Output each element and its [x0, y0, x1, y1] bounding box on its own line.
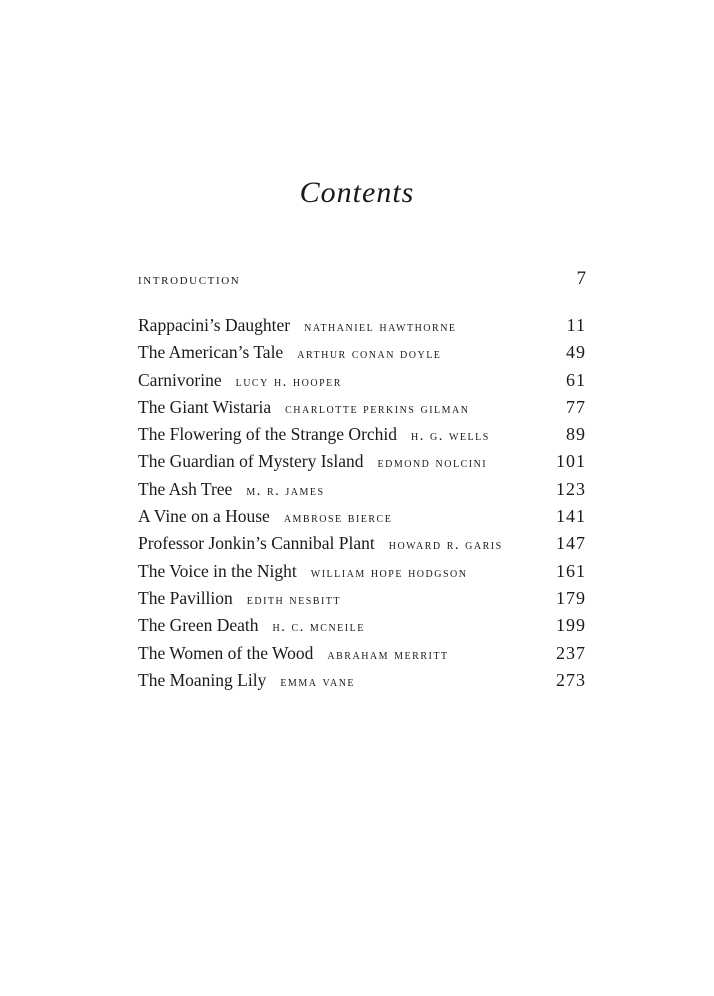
story-author: william hope hodgson: [310, 564, 468, 581]
story-author: howard r. garis: [388, 537, 503, 554]
page-number: 273: [556, 669, 586, 690]
toc-entry[interactable]: [138, 530, 586, 557]
page-number: 237: [556, 642, 586, 663]
story-author: abraham merritt: [327, 646, 449, 663]
toc-entry[interactable]: [138, 476, 586, 503]
toc-entry[interactable]: [138, 585, 586, 612]
story-title: The Giant Wistaria: [138, 396, 272, 417]
story-title: Carnivorine: [138, 369, 222, 390]
toc-entry[interactable]: [138, 612, 586, 639]
story-author: emma vane: [280, 673, 356, 690]
toc-entry[interactable]: [138, 339, 586, 366]
story-title: The Guardian of Mystery Island: [138, 451, 364, 472]
story-author: h. g. wells: [411, 428, 490, 445]
page-number: 161: [556, 560, 586, 581]
story-author: lucy h. hooper: [235, 373, 342, 390]
story-author: edith nesbitt: [246, 591, 342, 608]
toc-entry[interactable]: [138, 367, 586, 394]
page-number: 49: [566, 342, 586, 363]
story-author: charlotte perkins gilman: [285, 400, 470, 417]
story-author: arthur conan doyle: [297, 346, 442, 363]
story-author: h. c. mcneile: [272, 619, 365, 636]
page-number: 89: [566, 424, 586, 445]
toc-entry[interactable]: [138, 640, 586, 667]
toc-list: [138, 312, 586, 694]
story-title: Professor Jonkin’s Cannibal Plant: [138, 533, 375, 554]
page-number: 77: [566, 396, 586, 417]
toc-entry[interactable]: [138, 312, 586, 339]
story-author: edmond nolcini: [377, 455, 488, 472]
page-number: 11: [566, 315, 586, 335]
toc-entry[interactable]: [138, 667, 586, 694]
story-author: nathaniel hawthorne: [304, 319, 457, 335]
story-title: The Pavillion: [138, 587, 233, 608]
toc-entry[interactable]: [138, 558, 586, 585]
page-number: 101: [556, 451, 586, 472]
story-title: The Women of the Wood: [138, 642, 314, 663]
toc-entry[interactable]: [138, 503, 586, 530]
story-title: The Flowering of the Strange Orchid: [138, 424, 398, 445]
story-author: m. r. james: [246, 482, 325, 499]
story-title: The Voice in the Night: [138, 560, 297, 581]
page-number: 147: [556, 533, 586, 554]
page-number: 199: [556, 615, 586, 636]
toc-entry[interactable]: [138, 448, 586, 475]
toc-entry[interactable]: [138, 394, 586, 421]
page-number: 123: [556, 478, 586, 499]
page-number: 61: [566, 369, 586, 390]
page-number: 141: [556, 506, 586, 527]
story-title: The American’s Tale: [138, 342, 284, 363]
story-author: ambrose bierce: [283, 510, 393, 527]
story-title: The Green Death: [138, 615, 259, 636]
story-title: Rappacini’s Daughter: [138, 315, 291, 335]
toc-entry[interactable]: [138, 421, 586, 448]
introduction-page-number: 7: [576, 268, 586, 289]
page-title: Contents: [299, 176, 415, 209]
story-title: The Ash Tree: [138, 478, 233, 499]
story-title: The Moaning Lily: [138, 669, 267, 690]
toc-introduction[interactable]: [138, 268, 586, 290]
story-title: A Vine on a House: [138, 506, 270, 527]
page-number: 179: [556, 587, 586, 608]
introduction-label: introduction: [138, 272, 241, 288]
